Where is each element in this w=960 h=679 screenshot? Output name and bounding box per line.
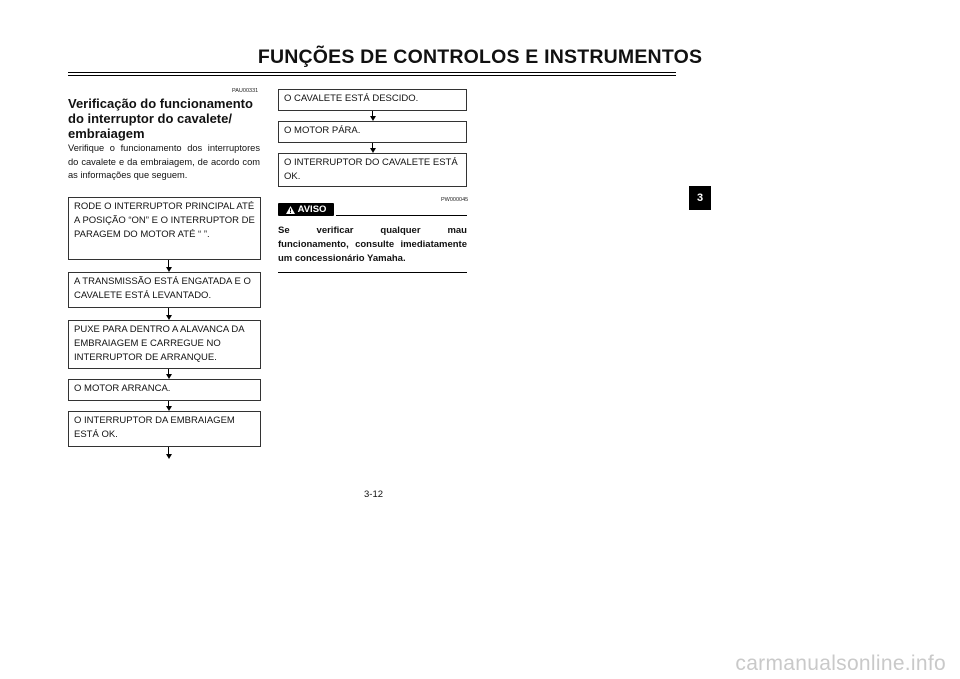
header-rule	[68, 72, 676, 73]
flow-step-1-text: RODE O INTERRUPTOR PRINCIPAL ATÉ A POSIÇÃO “ON” E O INTERRUPTOR DE PARAGEM DO MOTOR ATÉ “ ”.	[74, 201, 255, 240]
flow-step-3-text: PUXE PARA DENTRO A ALAVANCA DA EMBRAIAGEM E CARREGUE NO INTERRUPTOR DE ARRANQUE.	[74, 324, 245, 363]
section-title: Verificação do funcionamento do interruptor do cavalete/ embraiagem	[68, 96, 253, 141]
flow-step-7	[278, 121, 467, 143]
warning-badge	[278, 203, 334, 216]
flow-arrow-4	[168, 401, 169, 407]
watermark: carmanualsonline.info	[735, 652, 946, 675]
flow-arrow-5	[168, 447, 169, 455]
flow-step-3	[68, 320, 261, 369]
flow-arrow-3	[168, 369, 169, 375]
flow-step-1	[68, 197, 261, 260]
intro-paragraph: Verifique o funcionamento dos interruptores do cavalete e da embraiagem, de acordo com as informações que seguem.	[68, 143, 260, 180]
page-number: 3-12	[364, 489, 384, 500]
flow-arrow-1	[168, 260, 169, 268]
flow-step-2-text: A TRANSMISSÃO ESTÁ ENGATADA E O CAVALETE ESTÁ LEVANTADO.	[74, 276, 251, 301]
flow-arrow-7	[372, 143, 373, 149]
flow-step-7-text: O MOTOR PÁRA.	[284, 125, 361, 136]
warning-triangle-icon	[286, 206, 295, 214]
flow-step-5	[68, 411, 261, 447]
section-ref-code: PAU00331	[232, 88, 259, 94]
header-rule-thin	[68, 75, 676, 76]
warning-text: Se verificar qualquer mau funcionamento, consulte imediatamente um concessionário Yamaha.	[278, 225, 467, 264]
warning-end-rule	[278, 272, 467, 273]
flow-step-6-text: O CAVALETE ESTÁ DESCIDO.	[284, 93, 419, 104]
flow-step-6	[278, 89, 467, 111]
flow-step-5-text: O INTERRUPTOR DA EMBRAIAGEM ESTÁ OK.	[74, 415, 235, 440]
warning-ref-code: PW000045	[441, 197, 469, 203]
page-header-title: FUNÇÕES DE CONTROLOS E INSTRUMENTOS	[257, 46, 703, 68]
flow-arrow-6	[372, 111, 373, 117]
flow-arrow-2	[168, 308, 169, 316]
flow-step-2	[68, 272, 261, 308]
flow-step-4	[68, 379, 261, 401]
chapter-tab	[689, 186, 711, 210]
flow-step-8	[278, 153, 467, 187]
chapter-tab-number: 3	[696, 192, 704, 204]
flow-step-4-text: O MOTOR ARRANCA.	[74, 383, 171, 394]
warning-label: AVISO	[297, 204, 327, 215]
flow-step-8-text: O INTERRUPTOR DO CAVALETE ESTÁ OK.	[284, 157, 458, 182]
warning-header-rule	[336, 215, 467, 216]
